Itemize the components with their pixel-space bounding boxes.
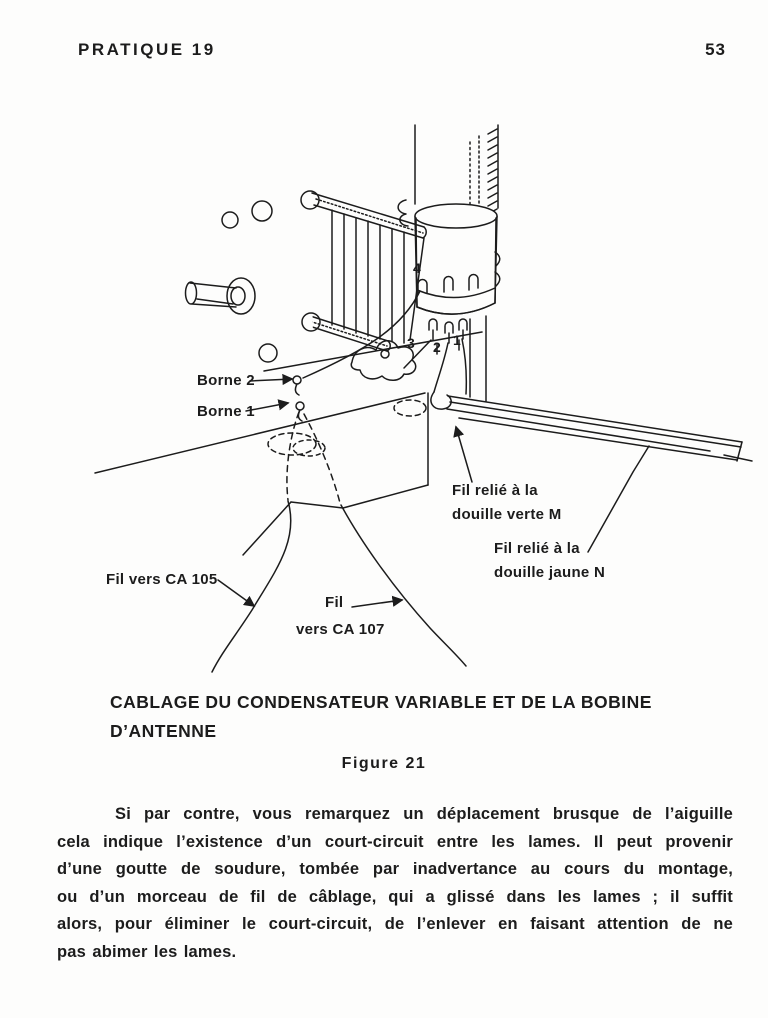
- body-line: cela indique l’existence d’un court-circuit entre les lames. Il peut provenir: [57, 832, 733, 851]
- chassis-drawing: [95, 393, 752, 672]
- label-fil-ca107-2: vers CA 107: [296, 621, 385, 638]
- body-paragraph: [57, 801, 733, 967]
- label-borne-1: Borne 1: [197, 403, 255, 420]
- body-line: d’une goutte de soudure, tombée par inadvertance au cours du montage,: [57, 860, 733, 879]
- label-fil-verte-2: douille verte M: [452, 506, 562, 523]
- label-pin-3: 3: [407, 335, 416, 351]
- label-fil-verte-1: Fil relié à la: [452, 482, 538, 499]
- figure-21-diagram: [0, 100, 768, 680]
- figure-caption-line-2: D’ANTENNE: [110, 721, 217, 741]
- label-fil-jaune-1: Fil relié à la: [494, 540, 580, 557]
- body-line: pas abimer les lames.: [57, 942, 237, 961]
- page-number: 53: [705, 40, 726, 59]
- label-fil-ca107-1: Fil: [325, 594, 344, 611]
- figure-number: Figure 21: [341, 755, 427, 772]
- body-line: alors, pour éliminer le court-circuit, de l’enlever en faisant attention de ne: [57, 915, 733, 934]
- label-fil-jaune-2: douille jaune N: [494, 564, 606, 581]
- label-pin-2: 2: [433, 339, 442, 355]
- running-title: PRATIQUE 19: [78, 40, 216, 59]
- wire-ca107: [341, 505, 466, 666]
- antenna-coil-drawing: [415, 204, 500, 401]
- body-line: ou d’un morceau de fil de câblage, qui a glissé dans les lames ; il suffit: [57, 887, 733, 906]
- label-borne-2: Borne 2: [197, 372, 255, 389]
- label-pin-1: 1: [453, 332, 462, 348]
- wire-ca105: [212, 501, 291, 672]
- label-pin-4: 4: [413, 260, 422, 276]
- figure-caption-line-1: CABLAGE DU CONDENSATEUR VARIABLE ET DE LA BOBINE: [110, 692, 652, 712]
- body-line: Si par contre, vous remarquez un déplacement brusque de l’aiguille: [115, 805, 733, 823]
- label-fil-ca105: Fil vers CA 105: [106, 571, 218, 588]
- page-header: [78, 40, 726, 60]
- figure-caption: [110, 688, 730, 746]
